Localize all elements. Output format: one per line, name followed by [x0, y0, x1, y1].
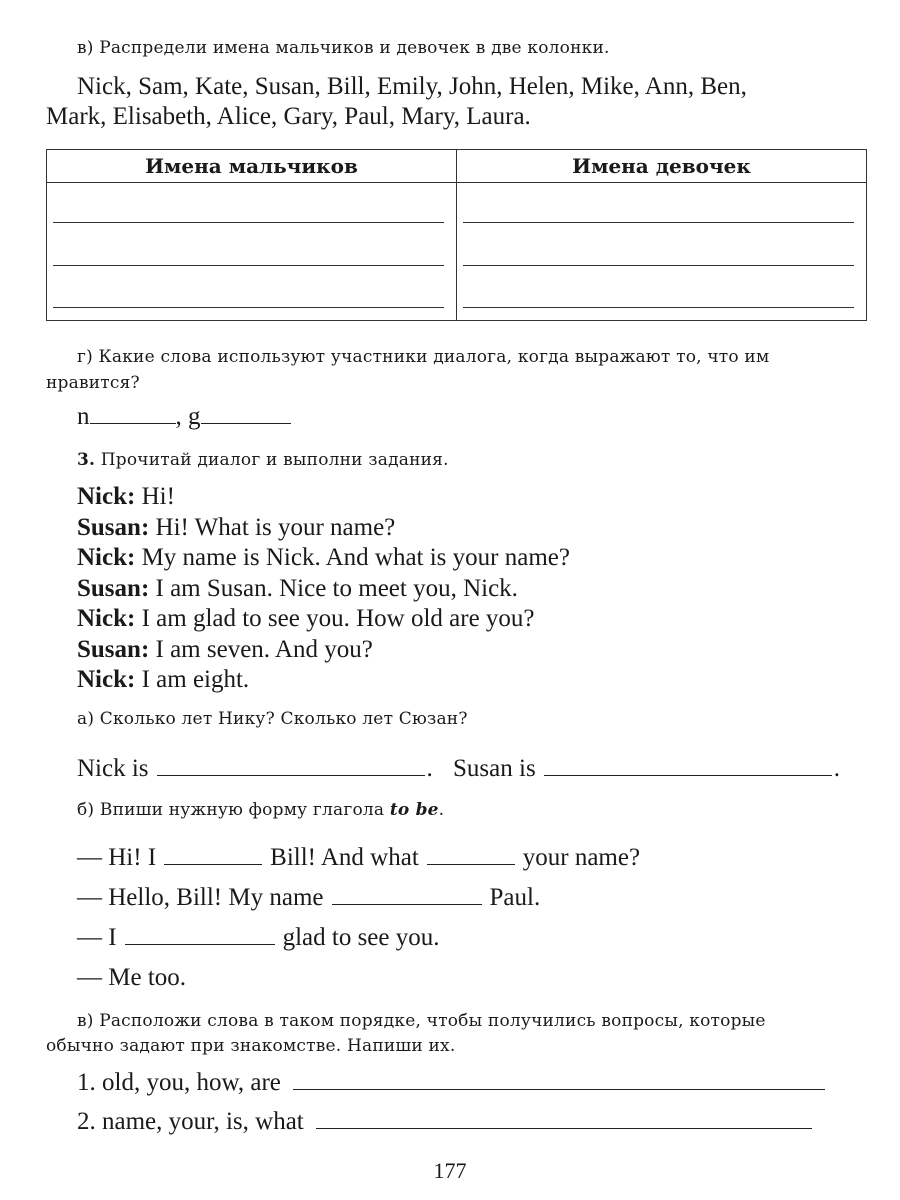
- question-2-blank[interactable]: [316, 1127, 812, 1129]
- instruction-word-order-cont: обычно задают при знакомстве. Напиши их.: [46, 1036, 456, 1056]
- to-be-line-1: — Hi! I Bill! And what your name?: [77, 844, 641, 871]
- dialog-line: Nick: My name is Nick. And what is your name?: [77, 544, 570, 571]
- liking-words-answer: [77, 402, 291, 432]
- names-line-2: Mark, Elisabeth, Alice, Gary, Paul, Mary, Laura.: [46, 103, 531, 130]
- blank-glad[interactable]: [125, 943, 275, 945]
- blank-g[interactable]: [201, 422, 291, 424]
- ages-answer: [77, 754, 840, 784]
- dialog-line: Susan: I am seven. And you?: [77, 635, 373, 663]
- answer-line: [53, 307, 444, 308]
- column-header-girls: Имена девочек: [457, 150, 867, 183]
- instruction-text: б) Впиши нужную форму глагола: [77, 800, 385, 820]
- answer-line: [463, 222, 854, 223]
- instruction-liking-words: г) Какие слова используют участники диалога, когда выражают то, что им: [77, 347, 770, 367]
- blank-name-is[interactable]: [332, 903, 482, 905]
- blank-g-prefix: g: [188, 403, 201, 430]
- dialog-line: Susan: I am Susan. Nice to meet you, Nick.: [77, 574, 518, 602]
- blank-is[interactable]: [427, 863, 515, 865]
- nick-age-blank[interactable]: [157, 774, 425, 776]
- names-table: [46, 149, 867, 321]
- dialog: [77, 482, 570, 696]
- question-item-1: 1. old, you, how, are: [77, 1068, 825, 1098]
- question-1-blank[interactable]: [293, 1088, 825, 1090]
- dialog-line: Nick: Hi!: [77, 483, 175, 510]
- answer-line: [53, 222, 444, 223]
- dialog-line: Nick: I am eight.: [77, 666, 250, 693]
- task-3-heading: [77, 447, 449, 474]
- answer-line: [463, 307, 854, 308]
- susan-age-blank[interactable]: [544, 774, 832, 776]
- instruction-to-be: [77, 797, 444, 824]
- dialog-line: Nick: I am glad to see you. How old are you?: [77, 605, 535, 632]
- answer-line: [463, 265, 854, 266]
- blank-n-prefix: n: [77, 403, 90, 430]
- separator: ,: [175, 403, 182, 430]
- blank-am[interactable]: [164, 863, 262, 865]
- to-be-emphasis: to be: [389, 800, 439, 820]
- blank-n[interactable]: [90, 422, 176, 424]
- susan-is-label: Susan is: [453, 755, 536, 782]
- nick-is-label: Nick is: [77, 755, 149, 782]
- task-3-number: 3.: [77, 450, 96, 470]
- dialog-line: Susan: Hi! What is your name?: [77, 513, 396, 541]
- girls-names-cell[interactable]: [457, 183, 867, 321]
- to-be-line-3: — I glad to see you.: [77, 924, 440, 951]
- instruction-ages: а) Сколько лет Нику? Сколько лет Сюзан?: [77, 709, 468, 729]
- instruction-distribute-names: в) Распредели имена мальчиков и девочек в две колонки.: [77, 38, 610, 58]
- task-3-instruction: Прочитай диалог и выполни задания.: [100, 450, 449, 470]
- names-line-1: Nick, Sam, Kate, Susan, Bill, Emily, John, Helen, Mike, Ann, Ben,: [77, 73, 747, 100]
- period: .: [438, 800, 445, 820]
- question-item-2: 2. name, your, is, what: [77, 1107, 812, 1137]
- answer-line: [53, 265, 444, 266]
- to-be-line-4: — Me too.: [77, 964, 187, 991]
- column-header-boys: Имена мальчиков: [47, 150, 457, 183]
- period: .: [833, 755, 840, 782]
- period: .: [426, 755, 433, 782]
- page-number: 177: [433, 1158, 467, 1183]
- instruction-word-order: в) Расположи слова в таком порядке, чтобы получились вопросы, которые: [77, 1011, 766, 1031]
- instruction-liking-words-cont: нравится?: [46, 373, 140, 393]
- to-be-line-2: — Hello, Bill! My name Paul.: [77, 884, 541, 911]
- boys-names-cell[interactable]: [47, 183, 457, 321]
